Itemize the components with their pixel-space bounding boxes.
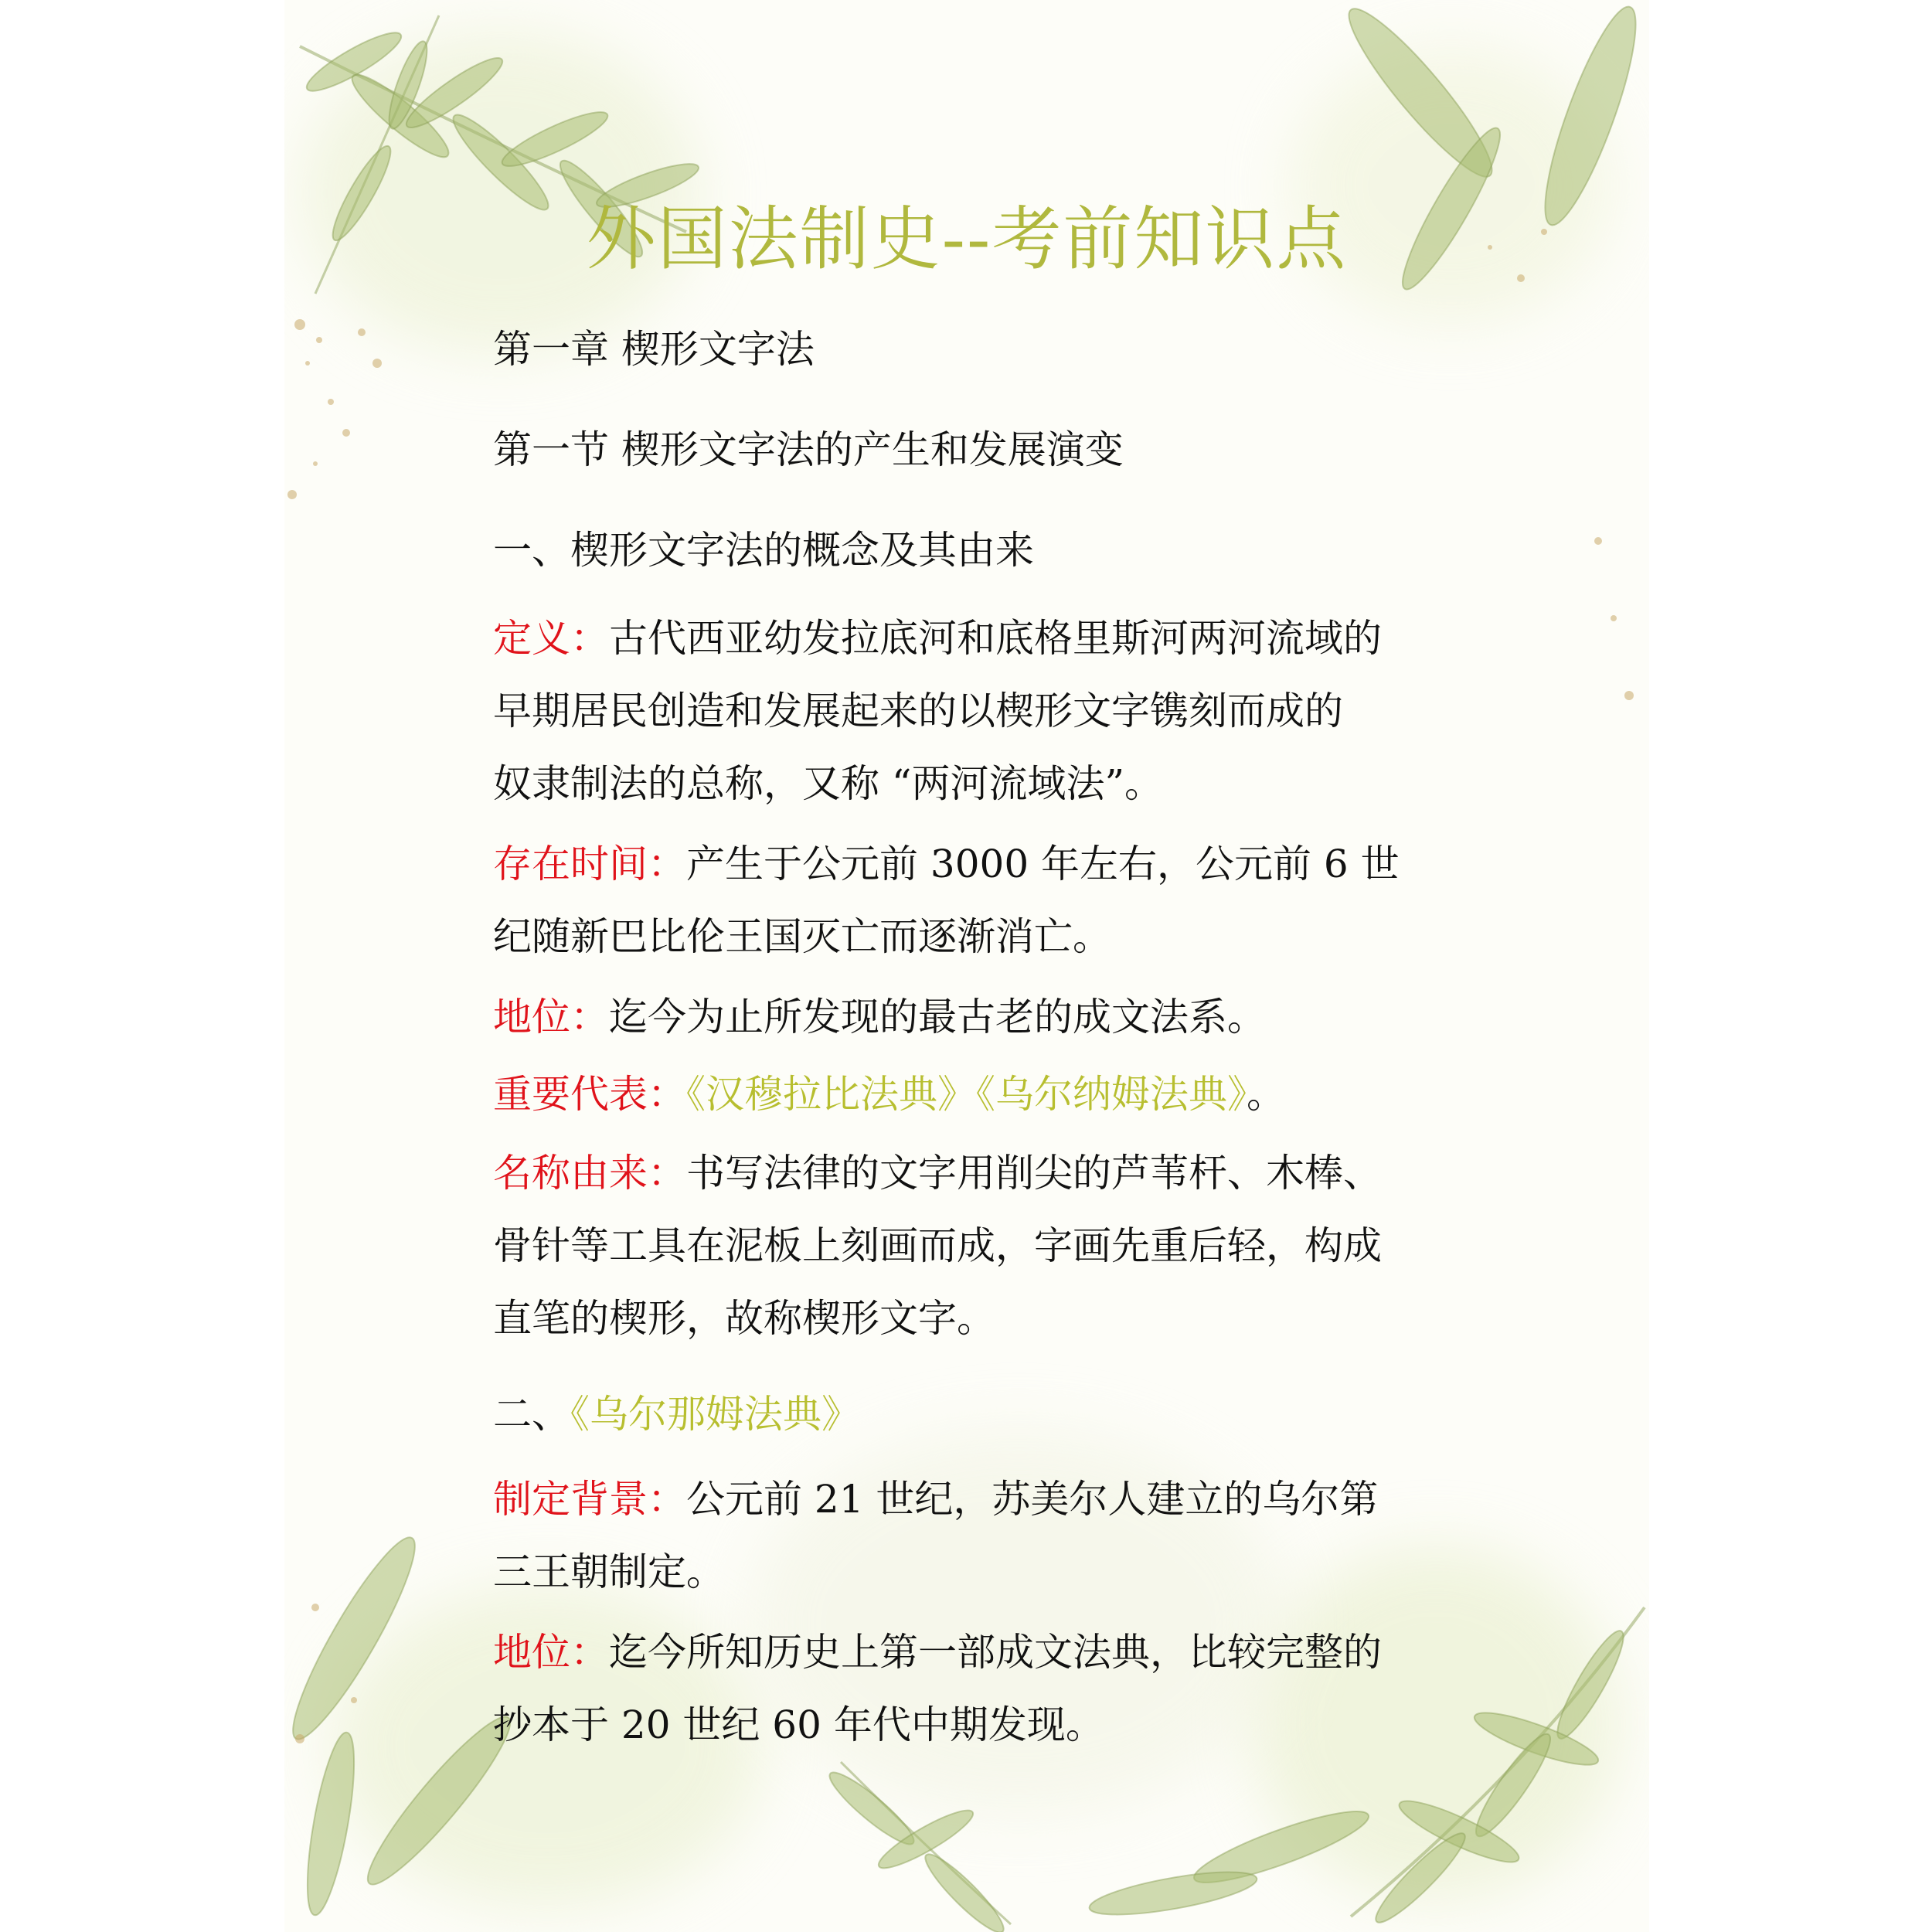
- background-label: 制定背景：: [493, 1477, 686, 1522]
- definition-line: [493, 607, 1382, 663]
- background-text: 公元前 21 世纪，苏美尔人建立的乌尔第: [686, 1477, 1379, 1522]
- time-text: 产生于公元前 3000 年左右，公元前 6 世: [686, 842, 1400, 886]
- time-label: 存在时间：: [493, 842, 686, 886]
- origin-line: 直笔的楔形，故称楔形文字。: [493, 1296, 995, 1341]
- origin-line: [493, 1142, 1382, 1198]
- book-title: 《乌尔那姆法典》: [570, 1392, 860, 1437]
- background-line: 三王朝制定。: [493, 1549, 725, 1594]
- status-line: [493, 986, 1266, 1042]
- part2-prefix: 二、: [493, 1392, 570, 1437]
- status-text: 迄今为止所发现的最古老的成文法系。: [609, 995, 1266, 1039]
- status2-text: 迄今所知历史上第一部成文法典，比较完整的: [609, 1630, 1382, 1675]
- definition-label: 定义：: [493, 616, 609, 661]
- page-title: 外国法制史--考前知识点: [586, 199, 1348, 280]
- definition-line: 早期居民创造和发展起来的以楔形文字镌刻而成的: [493, 689, 1343, 733]
- background-line: [493, 1468, 1378, 1524]
- section-heading: 第一节 楔形文字法的产生和发展演变: [493, 427, 1124, 472]
- punctuation: 。: [1247, 1072, 1285, 1117]
- representative-line: [493, 1063, 1285, 1119]
- status2-line: 抄本于 20 世纪 60 年代中期发现。: [493, 1702, 1104, 1747]
- part2-heading: [493, 1383, 860, 1439]
- document-page: [284, 0, 1649, 1932]
- chapter-heading: 第一章 楔形文字法: [493, 327, 815, 372]
- part1-heading: 一、楔形文字法的概念及其由来: [493, 528, 1034, 573]
- origin-line: 骨针等工具在泥板上刻画而成，字画先重后轻，构成: [493, 1223, 1382, 1268]
- book-title: 《乌尔纳姆法典》: [976, 1072, 1247, 1117]
- status2-line: [493, 1621, 1382, 1677]
- representative-label: 重要代表：: [493, 1072, 686, 1117]
- definition-text: 古代西亚幼发拉底河和底格里斯河两河流域的: [609, 616, 1382, 661]
- origin-label: 名称由来：: [493, 1151, 686, 1196]
- time-line: [493, 833, 1400, 889]
- origin-text: 书写法律的文字用削尖的芦苇杆、木棒、: [686, 1151, 1382, 1196]
- status2-label: 地位：: [493, 1630, 609, 1675]
- definition-line: 奴隶制法的总称，又称 “两河流域法”。: [493, 761, 1164, 806]
- book-title: 《汉穆拉比法典》: [686, 1072, 976, 1117]
- time-line: 纪随新巴比伦王国灭亡而逐渐消亡。: [493, 914, 1111, 959]
- status-label: 地位：: [493, 995, 609, 1039]
